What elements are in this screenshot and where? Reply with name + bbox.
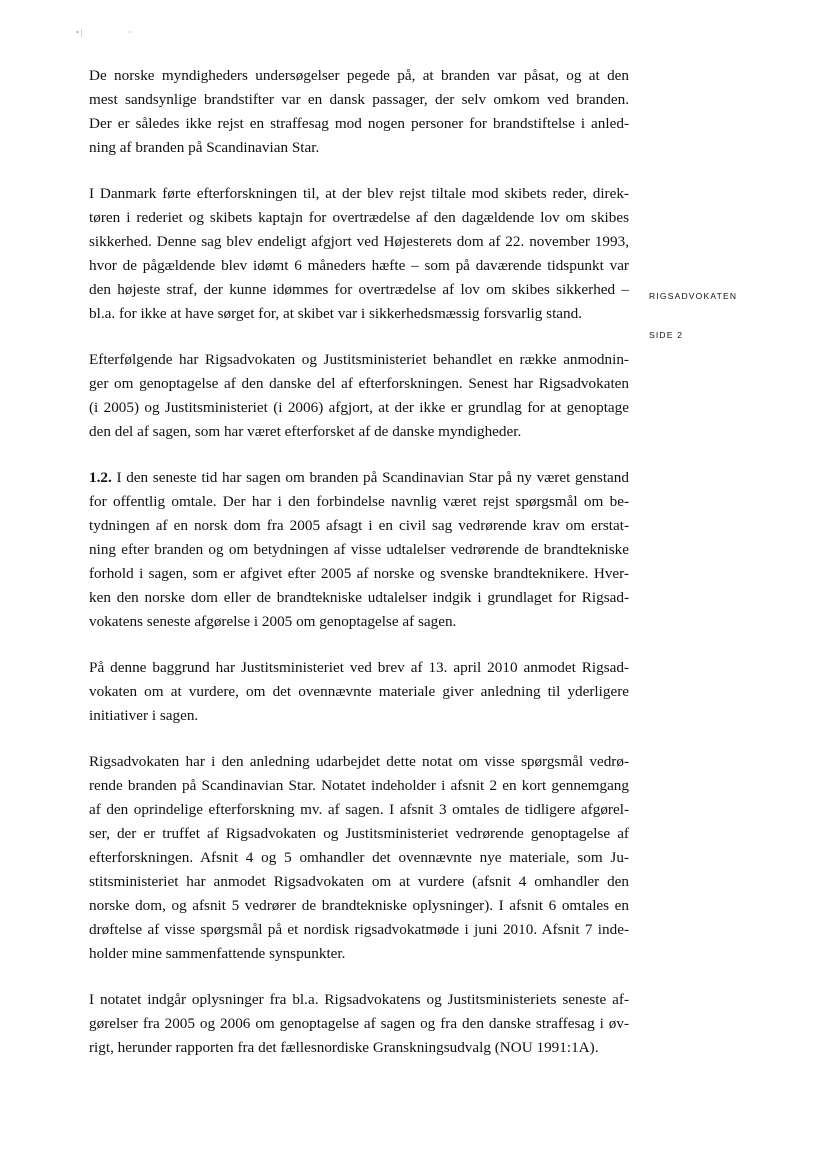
text-line: norske dom, og afsnit 5 vedrører de brandtekniske oplysninger). I afsnit 6 omtales en [89, 897, 629, 914]
text-line: rigt, herunder rapporten fra det fællesnordiske Granskningsudvalg (NOU 1991:1A). [89, 1039, 599, 1056]
text-line: sikkerhed. Denne sag blev endeligt afgjort ved Højesterets dom af 22. november 1993, [89, 233, 629, 250]
paragraph [89, 988, 629, 1060]
text-line: ning efter branden og om betydningen af visse udtalelser vedrørende de brandtekniske [89, 541, 629, 558]
paragraph [89, 64, 629, 160]
text-line: stitsministeriet har anmodet Rigsadvokaten om at vurdere (afsnit 4 omhandler den [89, 873, 629, 890]
text-line: Efterfølgende har Rigsadvokaten og Justitsministeriet behandlet en række anmodnin- [89, 351, 629, 368]
text-line: den del af sagen, som har været efterforsket af de danske myndigheder. [89, 423, 522, 440]
sidebar-title: RIGSADVOKATEN [649, 291, 738, 301]
text-line: vokaten om at vurdere, om det ovennævnte materiale giver anledning til yderligere [89, 683, 629, 700]
paragraph [89, 750, 629, 966]
section-number: 1.2. [89, 469, 112, 486]
text-line: forhold i sagen, som er afgivet efter 2005 af norske og svenske brandteknikere. Hver- [89, 565, 629, 582]
paragraph [89, 182, 629, 326]
text-line: tydningen af en norsk dom fra 2005 afsagt i en civil sag vedrørende krav om erstat- [89, 517, 629, 534]
text-line: for offentlig omtale. Der har i den forbindelse navnlig været rejst spørgsmål om be- [89, 493, 629, 510]
body-text [89, 64, 629, 1082]
text-line: efterforskningen. Afsnit 4 og 5 omhandler det ovennævnte nye materiale, som Ju- [89, 849, 629, 866]
text-line: ning af branden på Scandinavian Star. [89, 139, 320, 156]
page-label: SIDE 2 [649, 330, 684, 340]
text-line: mest sandsynlige brandstifter var en dansk passager, der selv omkom ved branden. [89, 91, 629, 108]
text-line: De norske myndigheders undersøgelser pegede på, at branden var påsat, og at den [89, 67, 629, 84]
text-line: initiativer i sagen. [89, 707, 199, 724]
text-line: gørelser fra 2005 og 2006 om genoptagelse af sagen og fra den danske straffesag i øv- [89, 1015, 629, 1032]
paragraph [89, 348, 629, 444]
text-line: tøren i rederiet og skibets kaptajn for overtrædelse af den dagældende lov om skibes [89, 209, 629, 226]
text-line: ser, der er truffet af Rigsadvokaten og Justitsministeriet vedrørende genoptagelse af [89, 825, 629, 842]
text-line: hvor de pågældende blev idømt 6 måneders hæfte – som på daværende tidspunkt var [89, 257, 629, 274]
text-line: (i 2005) og Justitsministeriet (i 2006) afgjort, at der ikke er grundlag for at genoptage [89, 399, 629, 416]
text-line: af den oprindelige efterforskning mv. af sagen. I afsnit 3 omtales de tidligere afgørel- [89, 801, 629, 818]
text-line [89, 466, 629, 490]
text-line: den højeste straf, der kunne idømmes for overtrædelse af lov om skibes sikkerhed – [89, 281, 629, 298]
paragraph [89, 656, 629, 728]
text-line: holder mine sammenfattende synspunkter. [89, 945, 346, 962]
text-line: vokatens seneste afgørelse i 2005 om genoptagelse af sagen. [89, 613, 457, 630]
text-line: ger om genoptagelse af den danske del af efterforskningen. Senest har Rigsadvokaten [89, 375, 629, 392]
scan-artifact: ·· [128, 28, 134, 37]
text-line: bl.a. for ikke at have sørget for, at skibet var i sikkerhedsmæssig forsvarlig stand. [89, 305, 583, 322]
text-line: I notatet indgår oplysninger fra bl.a. Rigsadvokatens og Justitsministeriets seneste af- [89, 991, 629, 1008]
text-line: ken den norske dom eller de brandtekniske udtalelser indgik i grundlaget for Rigsad- [89, 589, 629, 606]
text-line: Der er således ikke rejst en straffesag mod nogen personer for brandstiftelse i anled- [89, 115, 629, 132]
scan-artifact: • | [76, 28, 83, 37]
text-line: rende branden på Scandinavian Star. Notatet indeholder i afsnit 2 en kort gennemgang [89, 777, 629, 794]
text-line: I Danmark førte efterforskningen til, at der blev rejst tiltale mod skibets reder, direk- [89, 185, 629, 202]
paragraph [89, 466, 629, 634]
text-line: På denne baggrund har Justitsministeriet ved brev af 13. april 2010 anmodet Rigsad- [89, 659, 629, 676]
text-line: Rigsadvokaten har i den anledning udarbejdet dette notat om visse spørgsmål vedrø- [89, 753, 629, 770]
text-line: drøftelse af visse spørgsmål på et nordisk rigsadvokatmøde i juni 2010. Afsnit 7 inde- [89, 921, 629, 938]
text-line-rest: I den seneste tid har sagen om branden på Scandinavian Star på ny været genstand [111, 469, 629, 486]
